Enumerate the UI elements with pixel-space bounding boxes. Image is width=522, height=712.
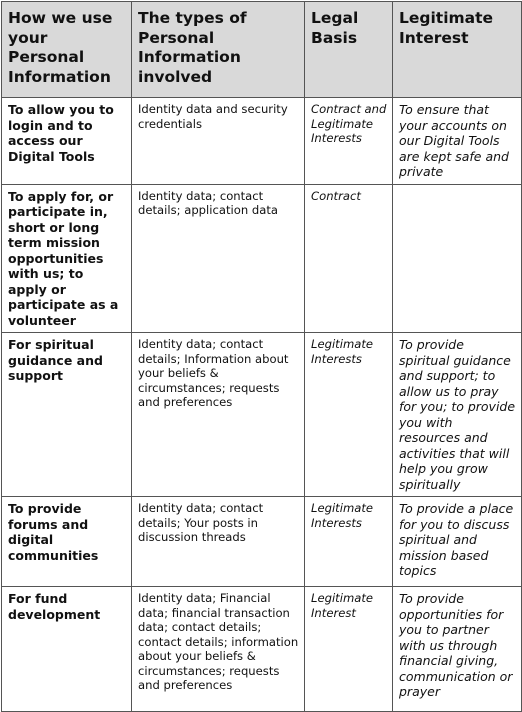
- cell-types: Identity data; contact details; Information about your beliefs & circumstances; requests and preferences: [132, 333, 305, 497]
- cell-legitimate-interest: To provide spiritual guidance and support; to allow us to pray for you; to provide you with resources and activities that will help you grow spiritually: [393, 333, 522, 497]
- table-row: [2, 184, 522, 333]
- cell-use: To provide forums and digital communities: [2, 497, 132, 587]
- cell-legitimate-interest: [393, 184, 522, 333]
- cell-legitimate-interest: To provide opportunities for you to partner with us through financial giving, communication or prayer: [393, 587, 522, 712]
- cell-legitimate-interest: To ensure that your accounts on our Digital Tools are kept safe and private: [393, 98, 522, 185]
- table-row: [2, 98, 522, 185]
- table-row: [2, 587, 522, 712]
- table-header-row: [2, 2, 522, 98]
- header-how-we-use: How we use your Personal Information: [2, 2, 132, 98]
- cell-types: Identity data; contact details; Your posts in discussion threads: [132, 497, 305, 587]
- cell-legitimate-interest: To provide a place for you to discuss spiritual and mission based topics: [393, 497, 522, 587]
- cell-legal-basis: Contract and Legitimate Interests: [305, 98, 393, 185]
- cell-types: Identity data and security credentials: [132, 98, 305, 185]
- header-legitimate-interest: Legitimate Interest: [393, 2, 522, 98]
- header-legal-basis: Legal Basis: [305, 2, 393, 98]
- table-row: [2, 333, 522, 497]
- cell-legal-basis: Contract: [305, 184, 393, 333]
- cell-use: For fund development: [2, 587, 132, 712]
- cell-use: To apply for, or participate in, short or long term mission opportunities with us; to apply or participate as a volunteer: [2, 184, 132, 333]
- cell-legal-basis: Legitimate Interests: [305, 497, 393, 587]
- cell-use: To allow you to login and to access our Digital Tools: [2, 98, 132, 185]
- cell-legal-basis: Legitimate Interest: [305, 587, 393, 712]
- cell-types: Identity data; Financial data; financial transaction data; contact details; contact details; information about your beliefs & circumstances; requests and preferences: [132, 587, 305, 712]
- cell-use: For spiritual guidance and support: [2, 333, 132, 497]
- personal-information-table: [1, 1, 522, 712]
- table-row: [2, 497, 522, 587]
- cell-types: Identity data; contact details; application data: [132, 184, 305, 333]
- header-types-of-information: The types of Personal Information involved: [132, 2, 305, 98]
- cell-legal-basis: Legitimate Interests: [305, 333, 393, 497]
